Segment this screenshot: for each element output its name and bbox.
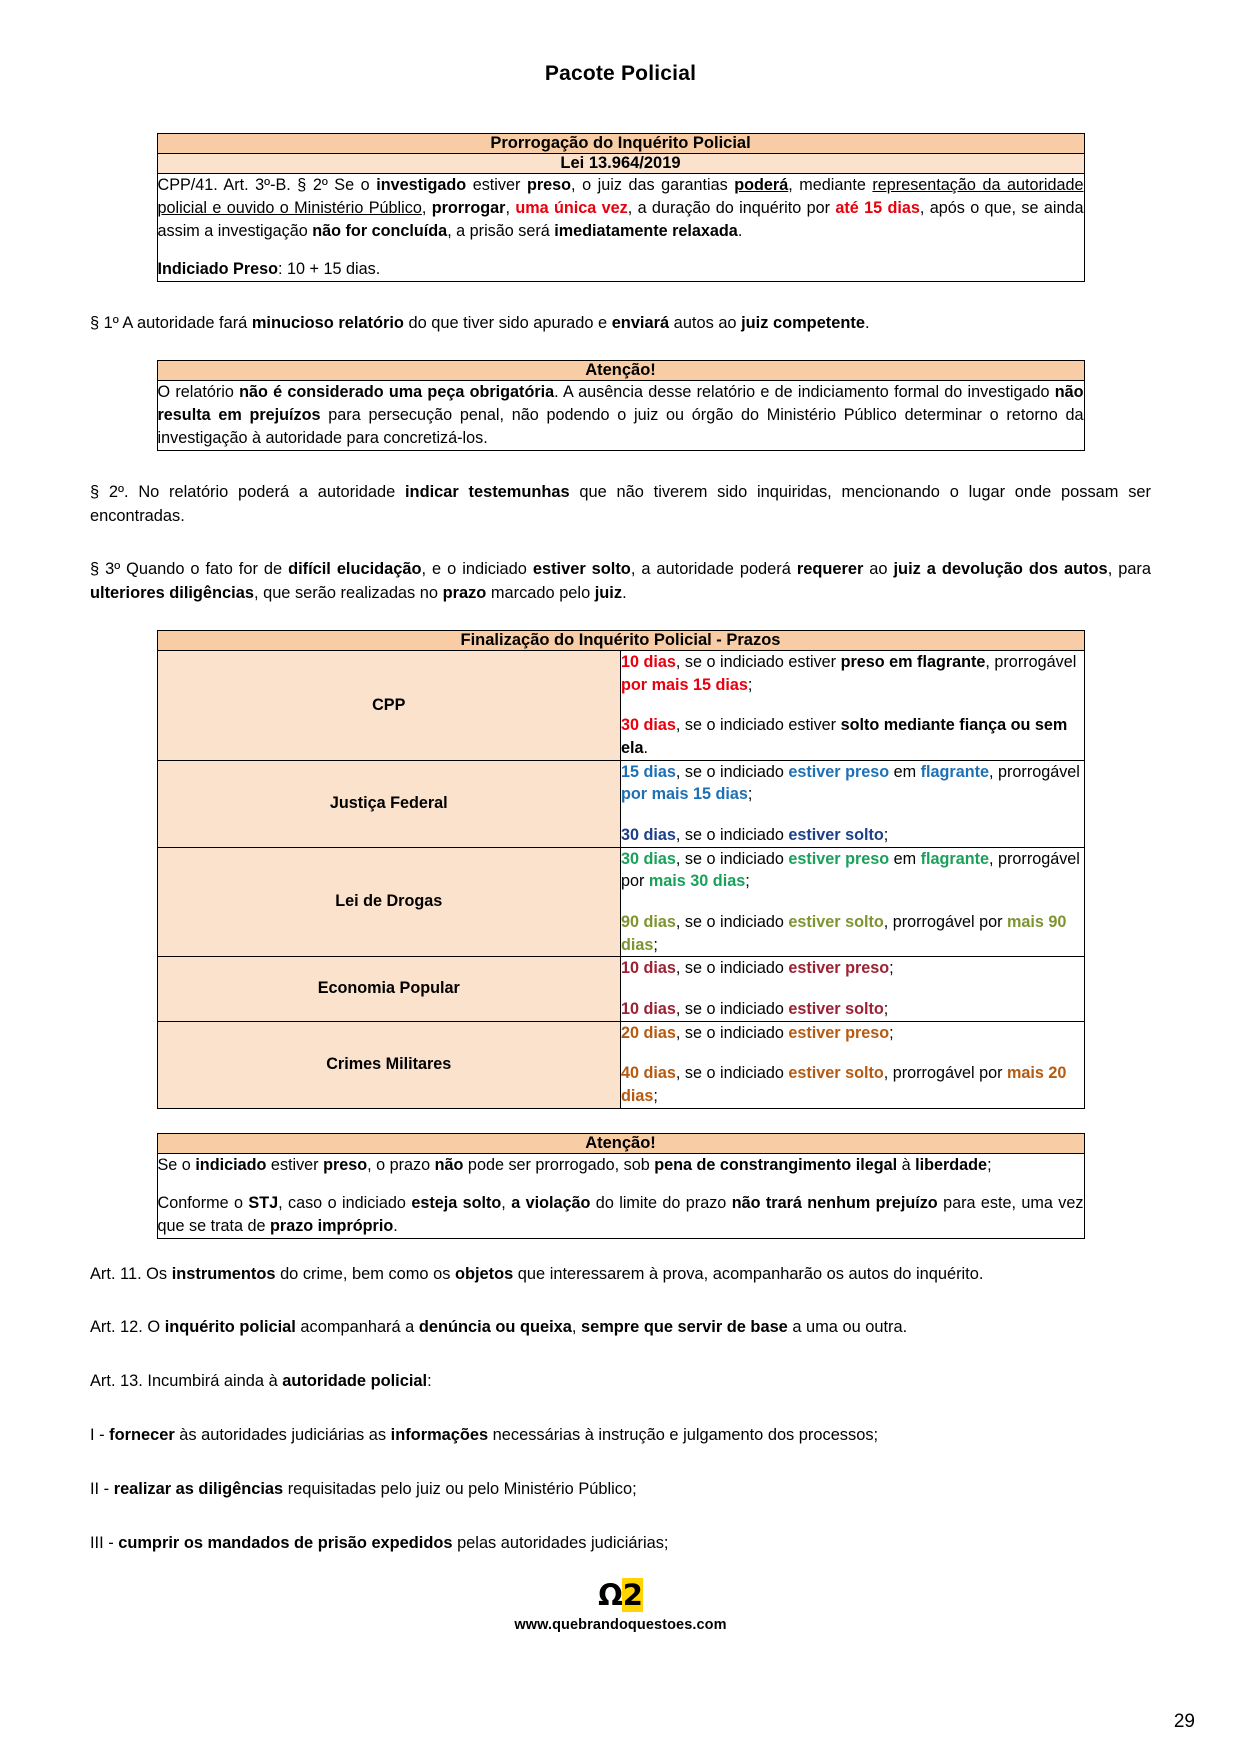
article-13: Art. 13. Incumbirá ainda à autoridade policial: (90, 1372, 432, 1391)
prazo-line: 15 dias, se o indiciado estiver preso em flagrante, prorrogável por mais 15 dias; (621, 762, 1080, 804)
table-prazos (157, 630, 1085, 1109)
inciso-iii: III - cumprir os mandados de prisão expedidos pelas autoridades judiciárias; (90, 1533, 669, 1552)
website-url: www.quebrandoquestoes.com (514, 1617, 727, 1634)
table-row (157, 760, 1084, 847)
atencao-2-paragraph-1: Se o indiciado estiver preso, o prazo não pode ser prorrogado, sob pena de constrangimento ilegal à liberdade; (157, 1155, 992, 1174)
prazo-row-content (621, 650, 1085, 760)
table-row (157, 630, 1084, 650)
table-prorrogacao-body (157, 174, 1084, 282)
atencao-2-body (157, 1153, 1084, 1238)
table-row (157, 360, 1084, 380)
table-row (157, 1133, 1084, 1153)
logo-two-highlight: 2 (622, 1578, 642, 1613)
prazo-row-label: Economia Popular (157, 957, 621, 1021)
atencao-2-paragraph-2: Conforme o STJ, caso o indiciado esteja solto, a violação do limite do prazo não trará nenhum prejuízo para este, uma vez que se trata de prazo impróprio. (157, 1193, 1084, 1235)
table-prorrogacao-header-1: Prorrogação do Inquérito Policial (157, 134, 1084, 154)
table-row (157, 1021, 1084, 1108)
atencao-1-body (157, 380, 1084, 450)
prorrogacao-paragraph-2: Indiciado Preso: 10 + 15 dias. (157, 260, 381, 278)
atencao-2-header: Atenção! (157, 1133, 1084, 1153)
article-12: Art. 12. O inquérito policial acompanhará a denúncia ou queixa, sempre que servir de base a uma ou outra. (90, 1318, 908, 1337)
inciso-i: I - fornecer às autoridades judiciárias as informações necessárias à instrução e julgamento dos processos; (90, 1426, 879, 1444)
table-row (157, 380, 1084, 450)
paragraph-3o: § 3º Quando o fato for de difícil elucidação, e o indiciado estiver solto, a autoridade poderá requerer ao juiz a devolução dos autos, para ulteriores diligências, que serão realizadas no prazo marcado pelo juiz. (90, 560, 1152, 603)
page-title: Pacote Policial (544, 62, 697, 85)
table-row (157, 957, 1084, 1021)
paragraph-1o: § 1º A autoridade fará minucioso relatório do que tiver sido apurado e enviará autos ao juiz competente. (90, 314, 870, 332)
table-row (157, 154, 1084, 174)
page-number: 29 (1173, 1711, 1195, 1732)
omega-glyph: Ω (598, 1578, 622, 1613)
prazo-line: 90 dias, se o indiciado estiver solto, prorrogável por mais 90 dias; (621, 912, 1067, 954)
table-row (157, 1153, 1084, 1238)
prazo-line: 10 dias, se o indiciado estiver preso em flagrante, prorrogável por mais 15 dias; (621, 652, 1077, 694)
prazo-line: 10 dias, se o indiciado estiver solto; (621, 999, 889, 1018)
prazo-row-label: CPP (157, 650, 621, 760)
prorrogacao-paragraph-1: CPP/41. Art. 3º-B. § 2º Se o investigado estiver preso, o juiz das garantias poderá, mediante representação da autoridade policial e ouvido o Ministério Público, prorrogar, uma única vez, a duração do inquérito por até 15 dias, após o que, se ainda assim a investigação não for concluída, a prisão será imediatamente relaxada. (157, 176, 1084, 240)
table-row (157, 847, 1084, 957)
prazo-row-content (621, 957, 1085, 1021)
prazo-line: 30 dias, se o indiciado estiver solto; (621, 825, 889, 844)
prazo-row-content (621, 760, 1085, 847)
table-prazos-body (157, 650, 1084, 1108)
paragraph-2o: § 2º. No relatório poderá a autoridade indicar testemunhas que não tiverem sido inquiridas, mencionando o lugar onde possam ser encontradas. (90, 482, 1151, 525)
prazo-row-content (621, 1021, 1085, 1108)
table-atencao-1 (157, 360, 1085, 451)
table-prorrogacao-header-2: Lei 13.964/2019 (157, 154, 1084, 174)
brand-logo (88, 1578, 1153, 1613)
prazo-line: 30 dias, se o indiciado estiver solto mediante fiança ou sem ela. (621, 716, 1068, 757)
table-row (157, 174, 1084, 282)
page-footer (88, 1578, 1153, 1634)
atencao-1-paragraph: O relatório não é considerado uma peça obrigatória. A ausência desse relatório e de indiciamento formal do investigado não resulta em prejuízos para persecução penal, não podendo o juiz ou órgão do Ministério Público determinar o retorno da investigação à autoridade para concretizá-los. (157, 382, 1084, 447)
article-11: Art. 11. Os instrumentos do crime, bem como os objetos que interessarem à prova, acompanharão os autos do inquérito. (90, 1264, 984, 1283)
prazo-row-label: Lei de Drogas (157, 847, 621, 957)
prazo-line: 20 dias, se o indiciado estiver preso; (621, 1023, 894, 1042)
table-row (157, 134, 1084, 154)
prazo-line: 10 dias, se o indiciado estiver preso; (621, 959, 894, 978)
prazo-row-label: Justiça Federal (157, 760, 621, 847)
prazo-line: 30 dias, se o indiciado estiver preso em flagrante, prorrogável por mais 30 dias; (621, 849, 1080, 891)
table-prazos-header: Finalização do Inquérito Policial - Prazos (157, 630, 1084, 650)
atencao-1-header: Atenção! (157, 360, 1084, 380)
prazo-row-label: Crimes Militares (157, 1021, 621, 1108)
table-row (157, 650, 1084, 760)
table-prorrogacao (157, 133, 1085, 282)
prazo-line: 40 dias, se o indiciado estiver solto, prorrogável por mais 20 dias; (621, 1064, 1067, 1105)
inciso-ii: II - realizar as diligências requisitadas pelo juiz ou pelo Ministério Público; (90, 1479, 637, 1498)
table-atencao-2 (157, 1133, 1085, 1239)
prazo-row-content (621, 847, 1085, 957)
